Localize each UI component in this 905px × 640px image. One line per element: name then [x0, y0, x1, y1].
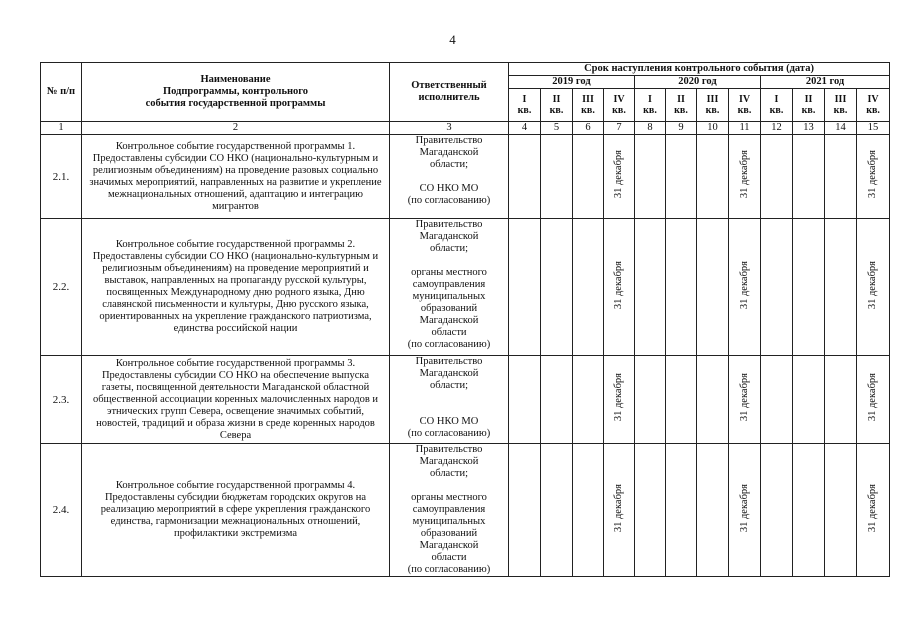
responsible-line	[390, 480, 508, 492]
header-quarter	[857, 89, 890, 122]
header-quarter-roman: III	[834, 94, 847, 105]
header-quarter	[825, 89, 857, 122]
deadline-date: 31 декабря	[613, 483, 624, 533]
responsible-line: Правительство	[415, 444, 483, 455]
responsible-line: Правительство	[415, 356, 483, 367]
deadline-cell	[729, 444, 761, 577]
responsible-line: области	[431, 327, 467, 338]
header-col-name	[82, 63, 390, 122]
header-year-2021: 2021 год	[761, 76, 890, 89]
header-quarter-roman: II	[804, 94, 813, 105]
table-row	[41, 444, 890, 577]
deadline-cell	[635, 219, 666, 356]
event-name: Контрольное событие государственной программы 2. Предоставлены субсидии СО НКО (национально-культурным и религиозным объединениям) на проведение мероприятий и выставок, направленных на пропаганду русской культуры, посвященных Международному дню родного языка, Дню славянской письменности и культуры, Дню русского языка, ориентированных на укрепление гражданского патриотизма, единства российской нации	[82, 219, 390, 356]
deadline-cell	[635, 444, 666, 577]
responsible-line: самоуправления	[412, 279, 486, 290]
header-col-number: № п/п	[41, 63, 82, 122]
responsible-line: Магаданской	[419, 540, 479, 551]
header-quarter-suffix: кв.	[612, 105, 626, 116]
deadline-date: 31 декабря	[613, 150, 624, 199]
deadline-cell	[573, 356, 604, 444]
deadline-cell	[635, 135, 666, 219]
deadline-cell	[604, 219, 635, 356]
deadline-cell	[541, 219, 573, 356]
responsible-line: органы местного	[411, 267, 487, 278]
responsible-executor	[390, 356, 509, 444]
header-quarter-roman: II	[677, 94, 685, 105]
deadline-cell	[666, 135, 697, 219]
header-deadline-title: Срок наступления контрольного события (дата)	[509, 63, 890, 76]
responsible-line: (по согласованию)	[407, 564, 491, 575]
deadline-cell	[509, 444, 541, 577]
header-quarter	[573, 89, 604, 122]
responsible-line: (по согласованию)	[407, 195, 491, 206]
column-number-cell: 9	[666, 122, 697, 135]
column-number-cell: 8	[635, 122, 666, 135]
header-quarter-roman: III	[706, 94, 719, 105]
column-number-cell: 14	[825, 122, 857, 135]
deadline-cell	[857, 444, 890, 577]
deadline-cell	[857, 219, 890, 356]
responsible-line: органы местного	[411, 492, 487, 503]
header-quarter	[509, 89, 541, 122]
header-responsible-line1: Ответственный	[411, 80, 487, 91]
deadline-cell	[509, 219, 541, 356]
responsible-line	[390, 404, 508, 416]
row-number: 2.1.	[41, 135, 82, 219]
responsible-line: области;	[429, 159, 469, 170]
deadline-cell	[793, 135, 825, 219]
deadline-cell	[697, 356, 729, 444]
responsible-executor	[390, 444, 509, 577]
header-quarter	[541, 89, 573, 122]
header-quarter-roman: IV	[738, 94, 751, 105]
column-number-cell: 13	[793, 122, 825, 135]
column-number-cell: 6	[573, 122, 604, 135]
header-name-line1: Наименование	[200, 74, 271, 85]
header-quarter	[635, 89, 666, 122]
header-quarter	[697, 89, 729, 122]
deadline-date: 31 декабря	[613, 260, 624, 310]
header-quarter-suffix: кв.	[801, 105, 816, 116]
deadline-cell	[793, 444, 825, 577]
header-quarter-roman: I	[648, 94, 652, 105]
deadline-cell	[573, 135, 604, 219]
deadline-cell	[604, 444, 635, 577]
column-number-cell: 11	[729, 122, 761, 135]
deadline-cell	[697, 135, 729, 219]
column-number-cell: 4	[509, 122, 541, 135]
row-number: 2.2.	[41, 219, 82, 356]
header-quarter	[793, 89, 825, 122]
header-quarter-suffix: кв.	[769, 105, 784, 116]
control-events-table	[40, 62, 890, 577]
responsible-line	[390, 392, 508, 404]
table-row	[41, 219, 890, 356]
deadline-cell	[604, 356, 635, 444]
header-quarter-suffix: кв.	[517, 105, 532, 116]
deadline-cell	[761, 135, 793, 219]
deadline-cell	[697, 444, 729, 577]
responsible-line: образований	[420, 303, 478, 314]
responsible-line: Магаданской	[419, 456, 479, 467]
header-quarter	[761, 89, 793, 122]
responsible-line: области;	[429, 468, 469, 479]
header-name-line3: события государственной программы	[145, 98, 326, 109]
responsible-line: Правительство	[415, 135, 483, 146]
header-quarter-suffix: кв.	[705, 105, 720, 116]
responsible-line: Магаданской	[419, 315, 479, 326]
deadline-cell	[761, 356, 793, 444]
deadline-cell	[666, 444, 697, 577]
event-name: Контрольное событие государственной программы 1. Предоставлены субсидии СО НКО (национально-культурным и религиозным объединениям) на проведение разовых социально значимых мероприятий, направленных на развитие и укрепление межнациональных отношений, адаптацию и интеграцию мигрантов	[82, 135, 390, 219]
page-number: 4	[449, 32, 456, 47]
header-quarter-suffix: кв.	[737, 105, 752, 116]
column-number-cell: 5	[541, 122, 573, 135]
table-row	[41, 356, 890, 444]
deadline-cell	[573, 444, 604, 577]
responsible-line: образований	[420, 528, 478, 539]
responsible-line	[390, 171, 508, 183]
responsible-line	[390, 255, 508, 267]
deadline-date: 31 декабря	[613, 373, 624, 422]
deadline-cell	[857, 356, 890, 444]
column-number-cell: 3	[390, 122, 509, 135]
deadline-cell	[541, 444, 573, 577]
deadline-cell	[604, 135, 635, 219]
header-quarter-suffix: кв.	[866, 105, 880, 116]
deadline-cell	[635, 356, 666, 444]
deadline-cell	[761, 444, 793, 577]
responsible-executor	[390, 219, 509, 356]
responsible-line: СО НКО МО	[419, 183, 479, 194]
header-name-line2: Подпрограммы, контрольного	[162, 86, 309, 97]
header-quarter-suffix: кв.	[549, 105, 564, 116]
deadline-date: 31 декабря	[867, 260, 879, 310]
column-number-cell: 1	[41, 122, 82, 135]
deadline-cell	[793, 356, 825, 444]
deadline-cell	[573, 219, 604, 356]
row-number: 2.3.	[41, 356, 82, 444]
event-name: Контрольное событие государственной программы 4. Предоставлены субсидии бюджетам городских округов на реализацию мероприятий в сфере укрепления гражданского единства, гармонизации межнациональных отношений, профилактики экстремизма	[82, 444, 390, 577]
header-quarter-suffix: кв.	[643, 105, 657, 116]
deadline-cell	[729, 356, 761, 444]
column-number-cell: 10	[697, 122, 729, 135]
responsible-line: самоуправления	[412, 504, 486, 515]
deadline-cell	[825, 444, 857, 577]
deadline-date: 31 декабря	[738, 150, 750, 199]
header-year-2019: 2019 год	[509, 76, 635, 89]
deadline-date: 31 декабря	[738, 260, 750, 310]
header-quarter-suffix: кв.	[674, 105, 688, 116]
deadline-cell	[509, 356, 541, 444]
responsible-line: муниципальных	[412, 516, 486, 527]
deadline-cell	[541, 135, 573, 219]
deadline-cell	[509, 135, 541, 219]
header-quarter-roman: I	[522, 94, 527, 105]
column-number-cell: 2	[82, 122, 390, 135]
deadline-cell	[825, 356, 857, 444]
deadline-date: 31 декабря	[738, 483, 750, 533]
deadline-cell	[666, 219, 697, 356]
responsible-line: СО НКО МО	[419, 416, 479, 427]
deadline-cell	[729, 219, 761, 356]
header-quarter-roman: IV	[613, 94, 625, 105]
header-quarter	[666, 89, 697, 122]
deadline-cell	[793, 219, 825, 356]
responsible-line: Магаданской	[419, 231, 479, 242]
table-row	[41, 135, 890, 219]
header-quarter-roman: I	[774, 94, 779, 105]
responsible-executor	[390, 135, 509, 219]
deadline-cell	[666, 356, 697, 444]
responsible-line: области;	[429, 243, 469, 254]
responsible-line: Магаданской	[419, 147, 479, 158]
responsible-line: области;	[429, 380, 469, 391]
responsible-line: (по согласованию)	[407, 339, 491, 350]
header-responsible-line2: исполнитель	[418, 92, 480, 103]
header-quarter-roman: IV	[867, 94, 879, 105]
header-quarter-suffix: кв.	[833, 105, 848, 116]
deadline-cell	[825, 219, 857, 356]
deadline-cell	[729, 135, 761, 219]
responsible-line: Правительство	[415, 219, 483, 230]
responsible-line: (по согласованию)	[407, 428, 491, 439]
header-quarter-roman: III	[582, 94, 594, 105]
deadline-cell	[697, 219, 729, 356]
row-number: 2.4.	[41, 444, 82, 577]
column-number-cell: 7	[604, 122, 635, 135]
header-quarter-roman: II	[552, 94, 561, 105]
responsible-line: муниципальных	[412, 291, 486, 302]
header-quarter	[729, 89, 761, 122]
deadline-cell	[761, 219, 793, 356]
column-number-cell: 15	[857, 122, 890, 135]
deadline-date: 31 декабря	[867, 150, 879, 199]
column-number-cell: 12	[761, 122, 793, 135]
deadline-date: 31 декабря	[867, 373, 879, 422]
header-quarter-suffix: кв.	[581, 105, 595, 116]
deadline-cell	[857, 135, 890, 219]
event-name: Контрольное событие государственной программы 3. Предоставлены субсидии СО НКО на обеспечение выпуска газеты, посвященной деятельности Магаданской областной общественной ассоциации коренных малочисленных народов и этнических групп Севера, освещение значимых событий, новостей, традиций и образа жизни в среде коренных народов Севера	[82, 356, 390, 444]
responsible-line: Магаданской	[419, 368, 479, 379]
deadline-cell	[825, 135, 857, 219]
header-quarter	[604, 89, 635, 122]
deadline-date: 31 декабря	[738, 373, 750, 422]
responsible-line: области	[431, 552, 467, 563]
header-col-responsible	[390, 63, 509, 122]
header-year-2020: 2020 год	[635, 76, 761, 89]
deadline-date: 31 декабря	[867, 483, 879, 533]
deadline-cell	[541, 356, 573, 444]
